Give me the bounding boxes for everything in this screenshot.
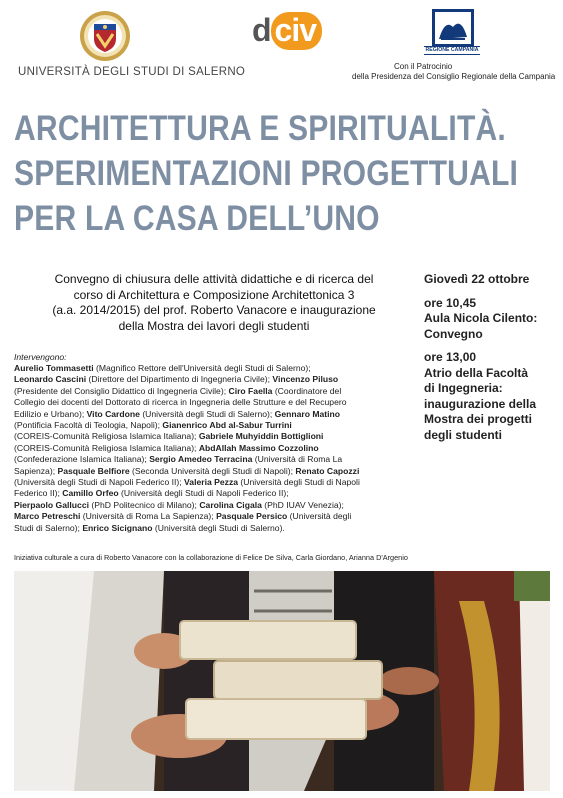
speaker-affiliation: (Magnifico Rettore dell'Università degli Studi di Salerno); xyxy=(93,363,311,373)
speakers-line xyxy=(14,409,420,420)
speakers-line xyxy=(14,386,420,397)
logo-civ-badge: civ xyxy=(271,12,322,50)
speaker-name: Camillo Orfeo xyxy=(62,488,119,499)
speakers-line xyxy=(14,488,420,499)
speaker-name: Valeria Pezza xyxy=(184,477,239,488)
title-line-2: SPERIMENTAZIONI PROGETTUALI xyxy=(14,154,519,193)
speaker-affiliation: Collegio dei docenti del Dottorato di ricerca in Ingegneria delle Strutture e del Recupero xyxy=(14,397,347,408)
speaker-name: Gabriele Muhyiddin Bottiglioni xyxy=(198,431,324,442)
speaker-affiliation: Studi di Salerno); xyxy=(14,522,83,533)
region-campania-label: REGIONE CAMPANIA xyxy=(425,47,479,53)
credits-line: Iniziativa culturale a cura di Roberto Vanacore con la collaborazione di Felice De Silva, Carla Giordano, Arianna D'Argenio xyxy=(14,553,408,562)
speaker-name: Pasquale Belfiore xyxy=(57,465,130,476)
speakers-line xyxy=(14,397,420,408)
speaker-affiliation: (Università degli Studi di Napoli xyxy=(238,477,360,488)
brick-middle xyxy=(214,661,382,699)
speaker-name: Marco Petreschi xyxy=(14,511,81,522)
speaker-name: Sergio Amedeo Terracina xyxy=(149,454,253,465)
speakers-line xyxy=(14,511,420,522)
event-place-2d: Mostra dei progetti xyxy=(424,412,533,426)
hands-holding-bricks-photo xyxy=(14,571,550,791)
speakers-line xyxy=(14,374,420,385)
event-date: Giovedì 22 ottobre xyxy=(424,272,530,286)
speaker-name: Gennaro Matino xyxy=(274,408,341,419)
speaker-affiliation: (Coordinatore del xyxy=(272,385,342,396)
speaker-affiliation: (Pontificia Facoltà di Teologia, Napoli); xyxy=(14,420,163,431)
speakers-line xyxy=(14,431,420,442)
speaker-name: Vito Cardone xyxy=(86,408,140,419)
speaker-name: Pasquale Persico xyxy=(216,511,288,522)
speaker-affiliation: (Università degli xyxy=(287,511,352,522)
speaker-affiliation: Edilizio e Urbano); xyxy=(14,408,87,419)
speaker-affiliation: (Università degli Studi di Salerno); xyxy=(139,408,275,419)
brick-bottom xyxy=(186,699,366,739)
event-place-1b: Convegno xyxy=(424,326,483,341)
logo-letter-d: d xyxy=(252,12,271,48)
speaker-name: AbdAllah Massimo Cozzolino xyxy=(198,442,319,453)
speaker-name: Leonardo Cascini xyxy=(14,374,87,385)
title-line-1: ARCHITETTURA E SPIRITUALITÀ. xyxy=(14,109,506,148)
speaker-affiliation: (COREIS-Comunità Religiosa Islamica Italiana); xyxy=(14,431,199,442)
speaker-affiliation: Federico II); xyxy=(14,488,63,499)
speakers-line xyxy=(14,454,420,465)
event-place-1a: Aula Nicola Cilento: xyxy=(424,311,538,325)
speaker-affiliation: (Università degli Studi di Salerno). xyxy=(152,522,285,533)
brick-top xyxy=(180,621,356,659)
speaker-name: Pierpaolo Gallucci xyxy=(14,499,89,510)
speakers-line xyxy=(14,420,420,431)
speaker-affiliation: (Università degli Studi di Napoli Federico II); xyxy=(14,477,185,488)
speakers-line xyxy=(14,477,420,488)
event-time-1: ore 10,45 xyxy=(424,295,477,310)
speakers-label: Intervengono: xyxy=(14,352,67,362)
speaker-name: Gianenrico Abd al-Sabur Turrini xyxy=(162,420,292,431)
speaker-affiliation: (Presidente del Consiglio Didattico di Ingegneria Civile); xyxy=(14,385,229,396)
speakers-line xyxy=(14,500,420,511)
intro-line-2: corso di Architettura e Composizione Architettonica 3 xyxy=(73,287,355,302)
speaker-name: Aurelio Tommasetti xyxy=(14,363,94,373)
event-place-2c: inaugurazione della xyxy=(424,396,537,411)
speaker-affiliation: (Università di Roma La xyxy=(252,454,343,465)
speaker-affiliation: (COREIS-Comunità Religiosa Islamica Italiana); xyxy=(14,442,199,453)
event-place-2e: degli studenti xyxy=(424,427,502,442)
speakers-line xyxy=(14,466,420,477)
speaker-affiliation: Sapienza); xyxy=(14,465,58,476)
speaker-affiliation: (Seconda Università degli Studi di Napoli); xyxy=(129,465,296,476)
intro-line-1: Convegno di chiusura delle attività didattiche e di ricerca del xyxy=(54,272,374,286)
patrocinio-line-2: della Presidenza del Consiglio Regionale della Campania xyxy=(352,72,556,81)
diciv-logo xyxy=(252,13,322,47)
speaker-name: Renato Capozzi xyxy=(295,465,360,476)
poster-title xyxy=(14,106,559,241)
speaker-name: Ciro Faella xyxy=(228,385,273,396)
speaker-affiliation: (Università degli Studi di Napoli Federico II); xyxy=(118,488,289,499)
speakers-line xyxy=(14,363,420,374)
speaker-name: Carolina Cigala xyxy=(199,499,262,510)
event-place-2a: Atrio della Facoltà xyxy=(424,365,529,380)
speaker-name: Vincenzo Piluso xyxy=(272,374,339,385)
event-time-2: ore 13,00 xyxy=(424,350,477,364)
patrocinio-line-1: Con il Patrocinio xyxy=(394,62,453,71)
speakers-list xyxy=(14,363,420,534)
speaker-affiliation: (Università di Roma La Sapienza); xyxy=(80,511,217,522)
speaker-affiliation: (PhD IUAV Venezia); xyxy=(261,499,344,510)
region-campania-logo xyxy=(432,9,474,47)
title-line-3: PER LA CASA DELL’UNO xyxy=(14,199,380,238)
intro-line-3: (a.a. 2014/2015) del prof. Roberto Vanacore e inaugurazione xyxy=(52,303,376,317)
university-name: UNIVERSITÀ DEGLI STUDI DI SALERNO xyxy=(18,66,246,78)
speaker-affiliation: (Direttore del Dipartimento di Ingegneria Civile); xyxy=(86,374,273,385)
event-info xyxy=(424,272,560,443)
intro-line-4: della Mostra dei lavori degli studenti xyxy=(118,318,310,333)
speaker-affiliation: (PhD Politecnico di Milano); xyxy=(88,499,200,510)
university-seal-logo xyxy=(79,10,131,62)
speakers-line xyxy=(14,443,420,454)
speakers-line xyxy=(14,523,420,534)
speaker-name: Enrico Sicignano xyxy=(82,522,153,533)
event-place-2b: di Ingegneria: xyxy=(424,381,503,395)
speaker-affiliation: (Confederazione Islamica Italiana); xyxy=(14,454,150,465)
intro-paragraph xyxy=(14,272,414,334)
